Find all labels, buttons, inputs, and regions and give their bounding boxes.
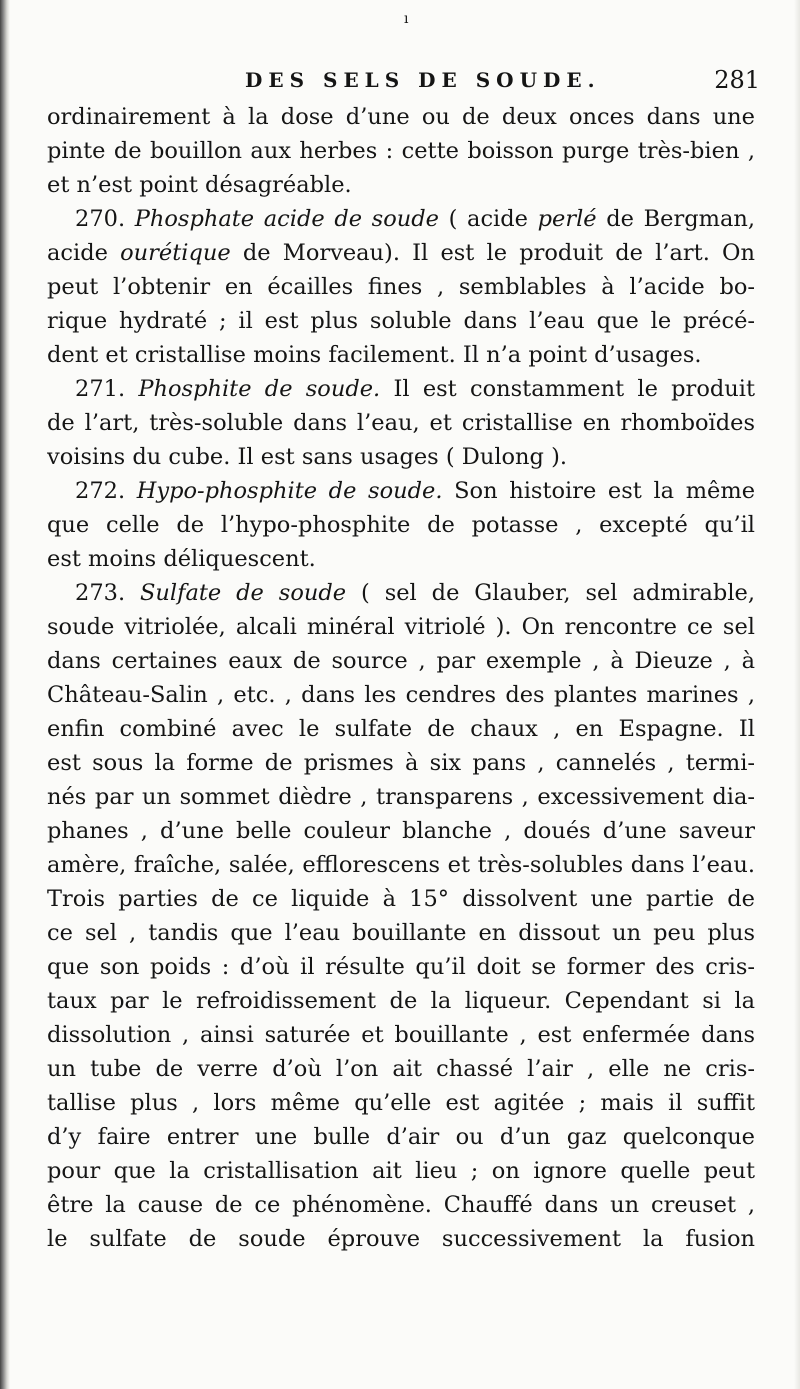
text-line [47, 1086, 755, 1120]
text-line [47, 304, 755, 338]
paragraph-271-line [47, 372, 755, 406]
text-span: acide [47, 240, 121, 266]
text-line [47, 712, 755, 746]
text-span: pinte de bouillon aux herbes : cette boisson purge très-bien , [47, 138, 755, 164]
text-span: ce sel , tandis que l’eau bouillante en dissout un peu plus [47, 920, 755, 946]
text-line [47, 270, 755, 304]
section-number: 272. [75, 478, 137, 504]
section-number: 271. [75, 376, 139, 402]
text-line [47, 542, 755, 576]
text-span: dans certaines eaux de source , par exemple , à Dieuze , à [47, 648, 755, 674]
text-span: rique hydraté ; il est plus soluble dans l’eau que le précé- [47, 308, 755, 334]
text-span: est sous la forme de prismes à six pans , cannelés , termi- [47, 750, 755, 776]
section-number: 273. [75, 580, 141, 606]
text-line [47, 338, 755, 372]
text-span: de Morveau). Il est le produit de l’art. On [230, 240, 755, 266]
page-right-edge [794, 0, 800, 1389]
text-span: amère, fraîche, salée, efflorescens et très-solubles dans l’eau. [47, 852, 755, 878]
text-line [47, 916, 755, 950]
text-span: pour que la cristallisation ait lieu ; on ignore quelle peut [47, 1158, 755, 1184]
text-span: un tube de verre d’où l’on ait chassé l’air , elle ne cris- [47, 1056, 755, 1082]
text-span: de l’art, très-soluble dans l’eau, et cristallise en rhomboïdes [47, 410, 755, 436]
text-line [47, 610, 755, 644]
text-line [47, 134, 755, 168]
text-span: Son histoire est la même [442, 478, 755, 504]
text-span: de Bergman, [596, 206, 755, 232]
entry-title: Sulfate de soude [140, 580, 347, 606]
entry-title: Hypo-phosphite de soude. [136, 478, 443, 504]
text-span: voisins du cube. Il est sans usages ( Dulong ). [47, 444, 568, 470]
running-head: DES SELS DE SOUDE. [245, 68, 601, 92]
text-line [47, 780, 755, 814]
text-span: d’y faire entrer une bulle d’air ou d’un gaz quelconque [47, 1124, 755, 1150]
page-left-gutter-shadow [0, 0, 10, 1389]
italic-term: perlé [537, 206, 597, 232]
text-line [47, 1154, 755, 1188]
text-line [47, 848, 755, 882]
text-line [47, 644, 755, 678]
text-line [47, 678, 755, 712]
body-text [47, 100, 755, 1256]
text-span: ( acide [438, 206, 538, 232]
text-line [47, 1018, 755, 1052]
text-line [47, 440, 755, 474]
text-line [47, 1188, 755, 1222]
text-line [47, 100, 755, 134]
text-span: le sulfate de soude éprouve successivement la fusion [47, 1226, 755, 1252]
paragraph-273-line [47, 576, 755, 610]
text-span: Il est constamment le produit [380, 376, 755, 402]
top-margin-mark: ı [404, 11, 409, 27]
text-span: dissolution , ainsi saturée et bouillante , est enfermée dans [47, 1022, 755, 1048]
entry-title: Phosphite de soude. [138, 376, 381, 402]
text-span: est moins déliquescent. [47, 546, 316, 572]
text-line [47, 1120, 755, 1154]
page-number: 281 [714, 66, 760, 94]
text-line [47, 1052, 755, 1086]
entry-title: Phosphate acide de soude [134, 206, 439, 232]
text-span: être la cause de ce phénomène. Chauffé dans un creuset , [47, 1192, 755, 1218]
text-span: phanes , d’une belle couleur blanche , doués d’une saveur [47, 818, 755, 844]
text-line [47, 984, 755, 1018]
text-span: et n’est point désagréable. [47, 172, 352, 198]
text-line [47, 168, 755, 202]
text-span: dent et cristallise moins facilement. Il n’a point d’usages. [47, 342, 702, 368]
text-line [47, 746, 755, 780]
text-line [47, 508, 755, 542]
text-span: ordinairement à la dose d’une ou de deux onces dans une [47, 104, 755, 130]
paragraph-270-line [47, 202, 755, 236]
section-number: 270. [75, 206, 135, 232]
text-span: Trois parties de ce liquide à 15° dissolvent une partie de [47, 886, 755, 912]
text-span: tallise plus , lors même qu’elle est agitée ; mais il suffit [47, 1090, 755, 1116]
text-span: que celle de l’hypo-phosphite de potasse , excepté qu’il [47, 512, 755, 538]
text-line [47, 1222, 755, 1256]
page-header [40, 64, 760, 96]
text-line [47, 950, 755, 984]
paragraph-272-line [47, 474, 755, 508]
text-span: nés par un sommet dièdre , transparens , excessivement dia- [47, 784, 755, 810]
text-line [47, 882, 755, 916]
text-span: ( sel de Glauber, sel admirable, [346, 580, 755, 606]
text-span: soude vitriolée, alcali minéral vitriolé ). On rencontre ce sel [47, 614, 755, 640]
text-span: enfin combiné avec le sulfate de chaux , en Espagne. Il [47, 716, 755, 742]
text-span: Château-Salin , etc. , dans les cendres des plantes marines , [47, 682, 755, 708]
text-line [47, 814, 755, 848]
italic-term: ourétique [120, 240, 231, 266]
text-line [47, 406, 755, 440]
text-span: que son poids : d’où il résulte qu’il doit se former des cris- [47, 954, 755, 980]
text-span: peut l’obtenir en écailles fines , semblables à l’acide bo- [47, 274, 755, 300]
text-span: taux par le refroidissement de la liqueur. Cependant si la [47, 988, 755, 1014]
text-line [47, 236, 755, 270]
